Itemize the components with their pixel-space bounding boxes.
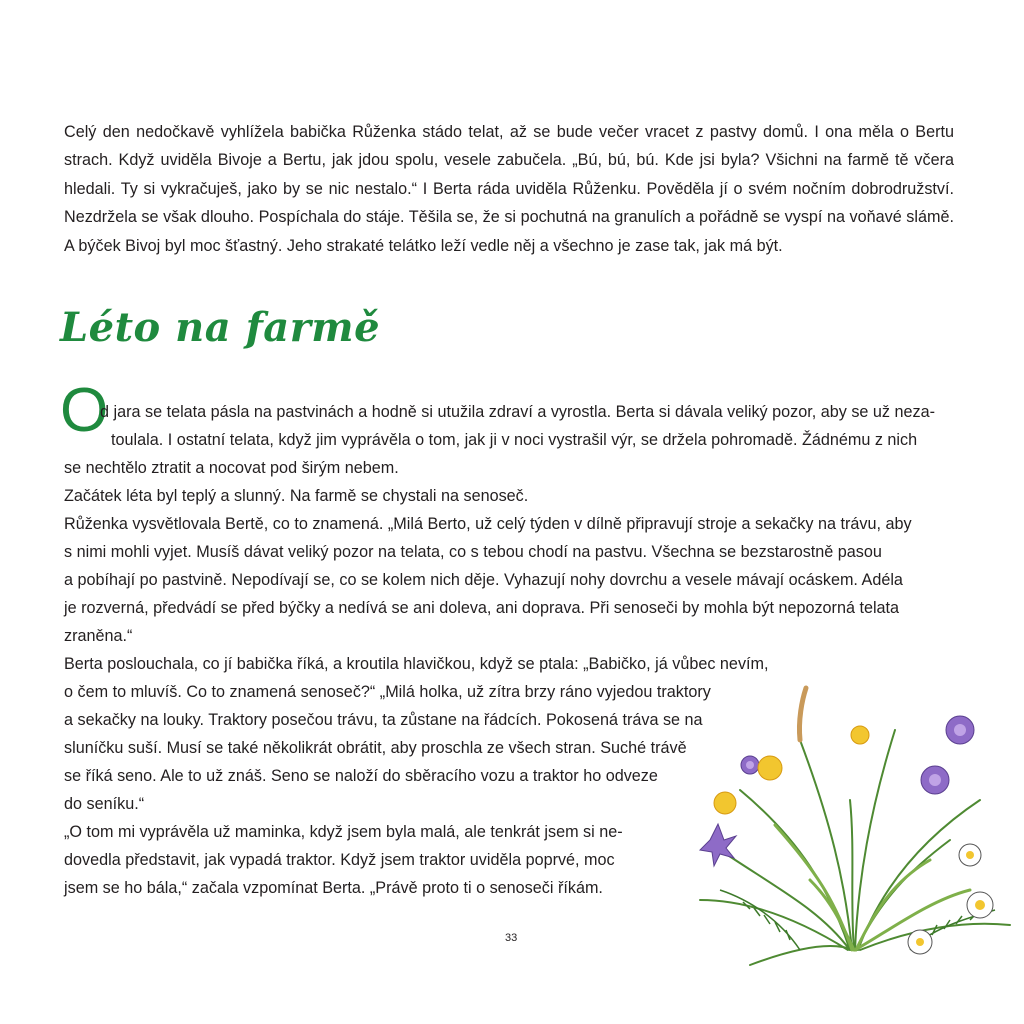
drop-cap: O bbox=[60, 376, 109, 445]
body-line: d jara se telata pásla na pastvinách a hodně si utužila zdraví a vyrostla. Berta si dávala veliký pozor, aby se už neza- bbox=[100, 403, 936, 421]
body-line: a pobíhají po pastvině. Nepodívají se, co se kolem nich děje. Vyhazují nohy dovrchu a vesele mávají ocáskem. Adéla bbox=[64, 571, 903, 589]
body-line: dovedla představit, jak vypadá traktor. Když jsem traktor uviděla poprvé, moc bbox=[64, 851, 615, 869]
body-line: toulala. I ostatní telata, když jim vyprávěla o tom, jak ji v noci vystrašil výr, se držela pohromadě. Žádnému z nich bbox=[111, 431, 918, 449]
body-line: o čem to mluvíš. Co to znamená senoseč?“ „Milá holka, už zítra brzy ráno vyjedou traktory bbox=[64, 683, 711, 701]
body-line: do seníku.“ bbox=[64, 795, 145, 813]
body-line: a sekačky na louky. Traktory posečou trávu, ta zůstane na řádcích. Pokosená tráva se na bbox=[64, 711, 703, 729]
page-number: 33 bbox=[505, 932, 518, 944]
wildflower-illustration bbox=[680, 650, 1024, 980]
body-line: jsem se ho bála,“ začala vzpomínat Berta. „Právě proto ti o senoseči říkám. bbox=[64, 879, 603, 897]
body-line: se nechtělo ztratit a nocovat pod širým nebem. bbox=[64, 459, 399, 477]
body-line: zraněna.“ bbox=[64, 627, 133, 645]
body-line: Berta poslouchala, co jí babička říká, a kroutila hlavičkou, když se ptala: „Babičko, já vůbec nevím, bbox=[64, 655, 769, 673]
body-line: s nimi mohli vyjet. Musíš dávat veliký pozor na telata, co s tebou chodí na pastvu. Všechna se bezstarostně pasou bbox=[64, 543, 882, 561]
body-line: „O tom mi vyprávěla už maminka, když jsem byla malá, ale tenkrát jsem si ne- bbox=[64, 823, 623, 841]
chapter-title: Léto na farmě bbox=[60, 304, 381, 351]
intro-paragraph: Celý den nedočkavě vyhlížela babička Růženka stádo telat, až se bude večer vracet z pastvy domů. I ona měla o Bertu strach. Když uviděla Bivoje a Bertu, jak jdou spolu, vesele zabučela. „Bú, bú, bú. Kde jsi byla? Všichni na farmě tě včera hledali. Ty si vykračuješ, jako by se nic nestalo.“ I Berta ráda uviděla Růženku. Pověděla jí o svém nočním dobrodružství. Nezdržela se však dlouho. Pospíchala do stáje. Těšila se, že si pochutná na granulích a pořádně se vyspí na voňavé slámě. A býček Bivoj byl moc šťastný. Jeho strakaté telátko leží vedle něj a všechno je zase tak, jak má být. bbox=[64, 123, 954, 255]
body-line: Růženka vysvětlovala Bertě, co to znamená. „Milá Berto, už celý týden v dílně připravují stroje a sekačky na trávu, aby bbox=[64, 515, 912, 533]
body-line: se říká seno. Ale to už znáš. Seno se naloží do sběracího vozu a traktor ho odveze bbox=[64, 767, 658, 785]
body-line: je rozverná, předvádí se před býčky a nedívá se ani doleva, ani doprava. Při senoseči by mohla být nepozorná telata bbox=[64, 599, 900, 617]
body-line: Začátek léta byl teplý a slunný. Na farmě se chystali na senoseč. bbox=[64, 487, 529, 505]
body-line: sluníčku suší. Musí se také několikrát obrátit, aby proschla ze všech stran. Suché trávě bbox=[64, 739, 687, 757]
